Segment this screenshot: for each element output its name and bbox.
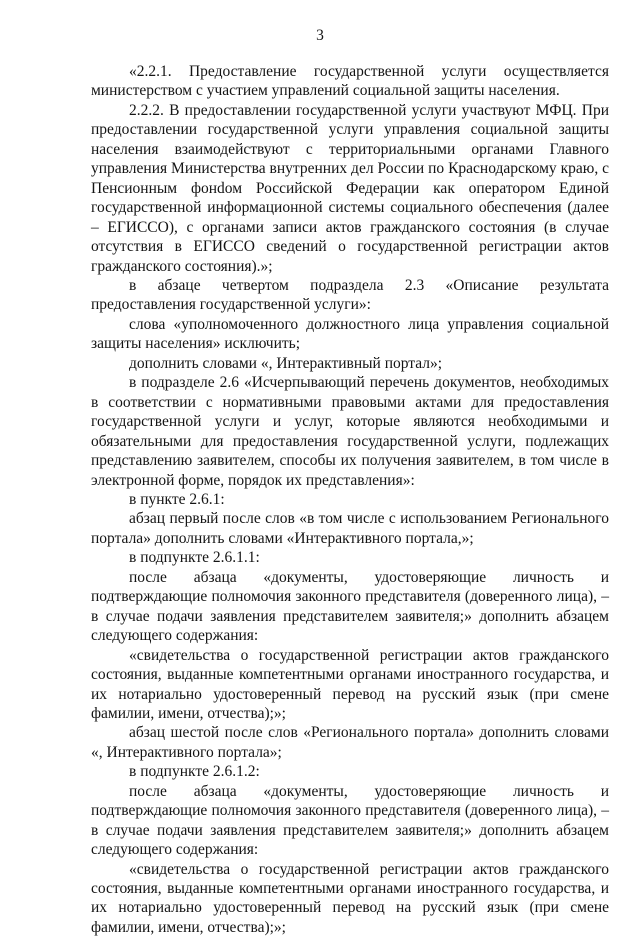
paragraph: абзац первый после слов «в том числе с использованием Регионального портала» дополнить словами «Интерактивного портала,»; [91,510,609,547]
paragraph: дополнить словами «, Интерактивный портал»; [129,354,443,372]
paragraph: абзац шестой после слов «Регионального портала» дополнить словами «, Интерактивного портала»; [91,724,609,761]
page-number: 3 [316,27,324,44]
paragraph: в подразделе 2.6 «Исчерпывающий перечень документов, необходимых в соответствии с нормативными правовыми актами для предоставления государственной услуги и услуг, которые являются необходимыми и обязательными для предоставления государственной услуги, подлежащих представлению заявителем, способы их получения заявителем, в том числе в электронной форме, порядок их представления»: [91,374,609,489]
paragraph: в пункте 2.6.1: [129,490,225,508]
paragraph: в подпункте 2.6.1.1: [129,549,260,567]
paragraph: «2.2.1. Предоставление государственной услуги осуществляется министерством с участием управлений социальной защиты населения. [91,63,609,100]
paragraph: после абзаца «документы, удостоверяющие личность и подтверждающие полномочия законного представителя (доверенного лица), – в случае подачи заявления представителем заявителя;» дополнить абзацем следующего содержания: [91,568,609,645]
paragraph: после абзаца «документы, удостоверяющие личность и подтверждающие полномочия законного представителя (доверенного лица), – в случае подачи заявления представителем заявителя;» дополнить абзацем следующего содержания: [91,782,609,859]
paragraph: «свидетельства о государственной регистрации актов гражданского состояния, выданные компетентными органами иностранного государства, и их нотариально удостоверенный перевод на русский язык (при смене фамилии, имени, отчества);»; [91,646,609,722]
paragraph: слова «уполномоченного должностного лица управления социальной защиты населения» исключить; [91,315,609,353]
document-body [91,62,609,937]
paragraph: в абзаце четвертом подраздела 2.3 «Описание результата предоставления государственной услуги»: [91,276,609,314]
paragraph: 2.2.2. В предоставлении государственной услуги участвуют МФЦ. При предоставлении государственной услуги управления социальной защиты населения взаимодействуют с территориальными органами Главного управления Министерства внутренних дел России по Краснодарскому краю, с Пенсионным фонdом Российской Федерации как оператором Единой государственной информационной системы социального обеспечения (далее – ЕГИССО), с органами записи актов гражданского состояния (в случае отсутствия в ЕГИССО сведений о государственной регистрации актов гражданского состояния).»; [91,101,609,275]
paragraph: в подпункте 2.6.1.2: [129,763,260,781]
paragraph: «свидетельства о государственной регистрации актов гражданского состояния, выданные компетентными органами иностранного государства, и их нотариально удостоверенный перевод на русский язык (при смене фамилии, имени, отчества);»; [91,860,609,936]
